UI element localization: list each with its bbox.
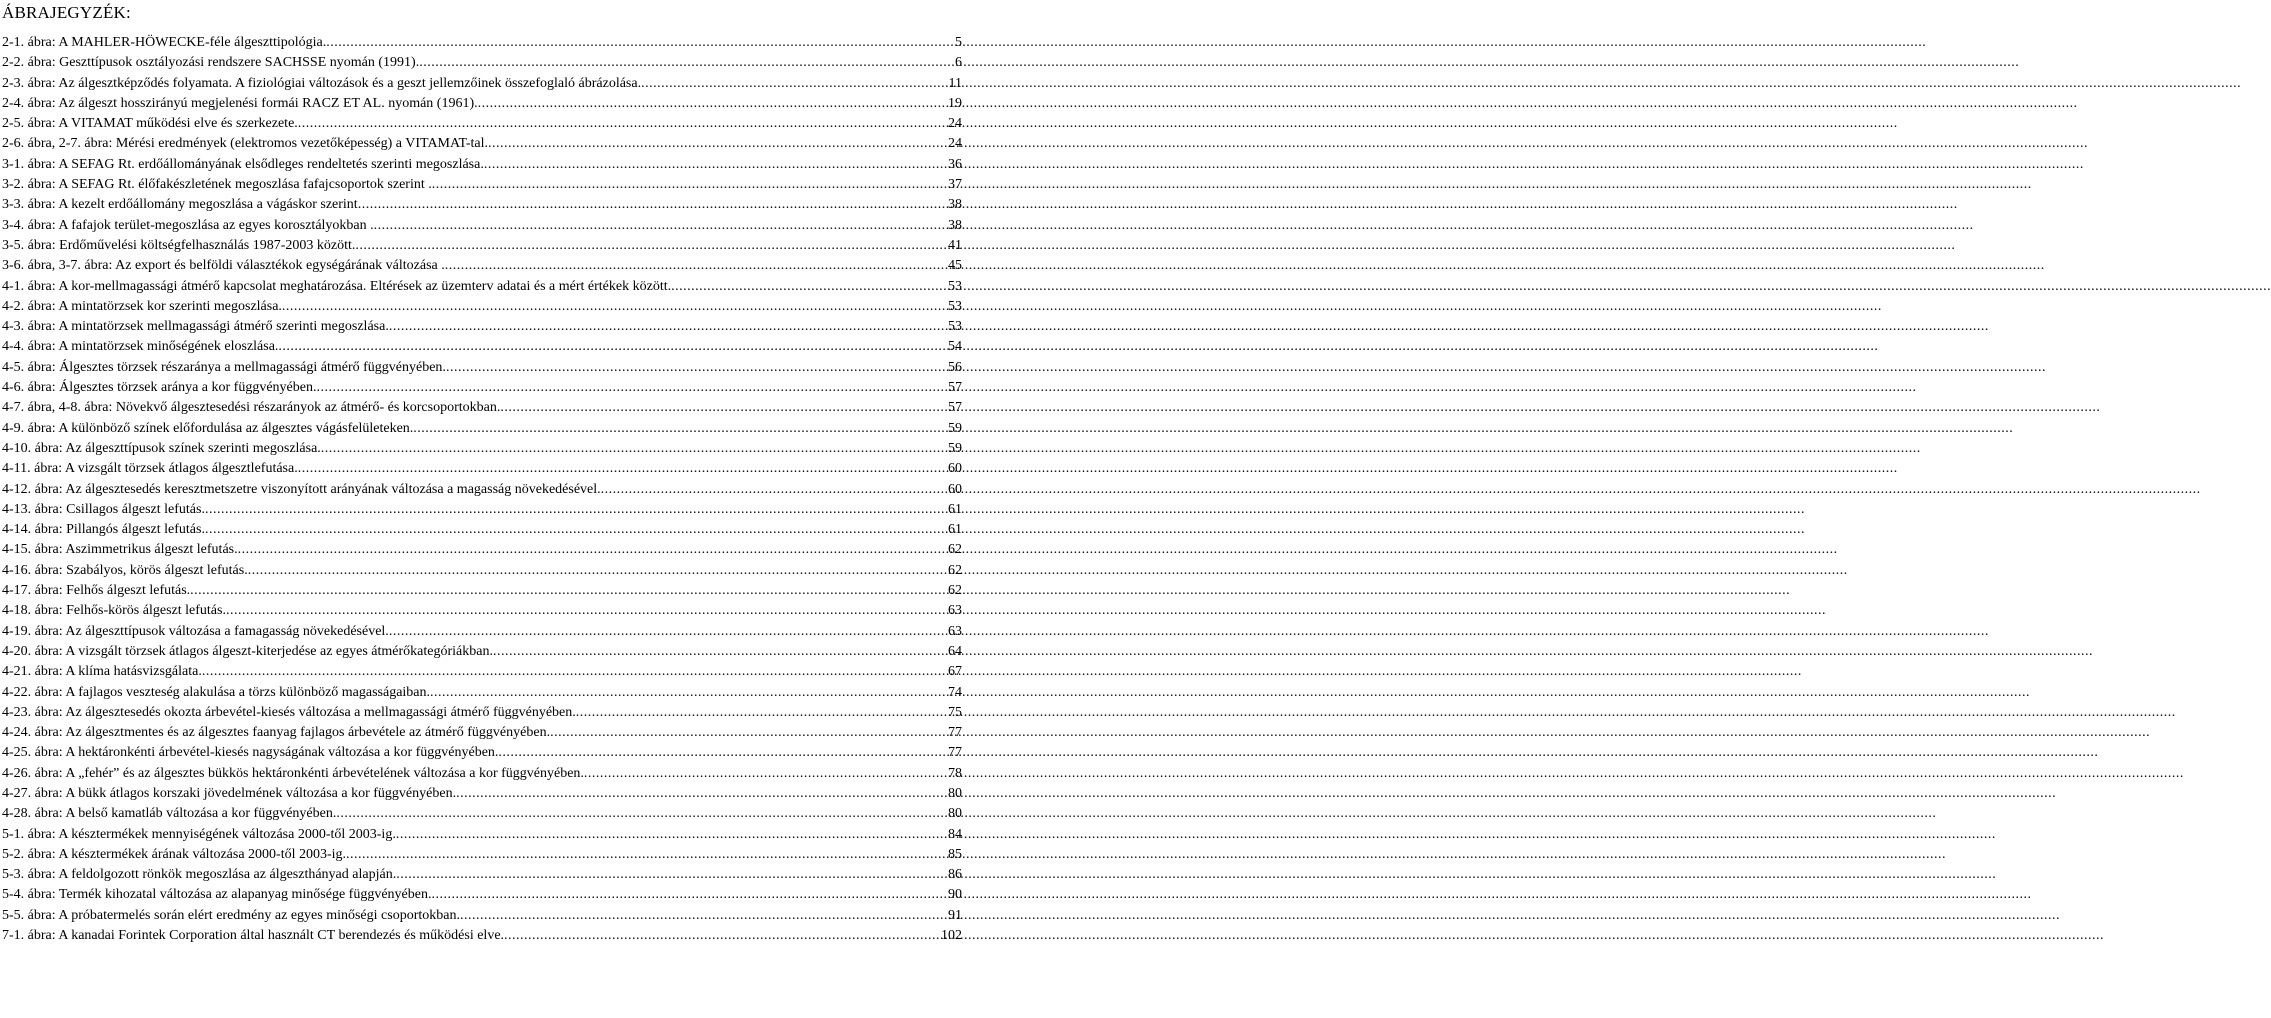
page-number: 45	[948, 258, 962, 274]
dot-leader	[413, 419, 946, 439]
figure-list-entry[interactable]	[2, 134, 962, 154]
figure-list-entry[interactable]	[2, 358, 962, 378]
figure-list-entry[interactable]	[2, 784, 962, 804]
figure-title: 2-4. ábra: Az álgeszt hosszirányú megjelenési formái RACZ ET AL. nyomán (1961).	[2, 95, 478, 111]
dot-leader	[205, 500, 946, 520]
figure-title: 4-13. ábra: Csillagos álgeszt lefutás.	[2, 501, 205, 517]
figure-title: 4-3. ábra: A mintatörzsek mellmagassági átmérő szerinti megoszlása.	[2, 319, 389, 335]
figure-list-entry[interactable]	[2, 642, 962, 662]
page-number: 24	[948, 116, 962, 132]
page-number: 19	[948, 95, 962, 111]
figure-list-entry[interactable]	[2, 459, 962, 479]
page-number: 53	[948, 298, 962, 314]
page-number: 77	[948, 745, 962, 761]
figure-title: 4-2. ábra: A mintatörzsek kor szerinti megoszlása.	[2, 298, 282, 314]
dot-leader	[202, 662, 946, 682]
figure-title: 2-2. ábra: Geszttípusok osztályozási rendszere SACHSSE nyomán (1991).	[2, 55, 420, 71]
figure-list-entry[interactable]	[2, 94, 962, 114]
figure-title: 4-12. ábra: Az álgesztesedés keresztmetszetre viszonyított arányának változása a magasság növekedésével.	[2, 481, 601, 497]
dot-leader	[358, 195, 946, 215]
figure-list-entry[interactable]	[2, 175, 962, 195]
page-number: 56	[948, 359, 962, 375]
figure-list-heading: ÁBRAJEGYZÉK:	[2, 3, 131, 22]
figure-title: 4-25. ábra: A hektáronkénti árbevétel-kiesés nagyságának változása a kor függvényében.	[2, 745, 499, 761]
figure-title: 4-1. ábra: A kor-mellmagassági átmérő kapcsolat meghatározása. Eltérések az üzemterv adatai és a mért értékek között.	[2, 278, 672, 294]
figure-title: 5-4. ábra: Termék kihozatal változása az alapanyag minősége függvényében.	[2, 887, 432, 903]
dot-leader	[493, 642, 946, 662]
page-number: 5	[955, 35, 962, 50]
figure-list	[2, 33, 962, 946]
figure-list-entry[interactable]	[2, 906, 962, 926]
page-number: 80	[948, 806, 962, 822]
figure-title: 4-11. ábra: A vizsgált törzsek átlagos álgesztlefutása.	[2, 461, 298, 477]
page-number: 61	[948, 501, 962, 517]
figure-title: 4-4. ábra: A mintatörzsek minőségének eloszlása.	[2, 339, 279, 355]
figure-list-entry[interactable]	[2, 540, 962, 560]
figure-title: 3-1. ábra: A SEFAG Rt. erdőállományának elsődleges rendeltetés szerinti megoszlása.	[2, 156, 484, 172]
page-number: 57	[948, 400, 962, 416]
dot-leader	[498, 743, 946, 763]
dot-leader	[238, 540, 946, 560]
figure-list-entry[interactable]	[2, 277, 962, 297]
dot-leader	[316, 378, 946, 398]
figure-list-entry[interactable]	[2, 825, 962, 845]
figure-title: 4-16. ábra: Szabályos, körös álgeszt lefutás.	[2, 562, 248, 578]
dot-leader	[389, 317, 946, 337]
page-number: 62	[948, 583, 962, 599]
page-number: 74	[948, 684, 962, 700]
dot-leader	[278, 337, 946, 357]
figure-list-page	[2, 0, 962, 1018]
figure-title: 3-5. ábra: Erdőművelési költségfelhasználás 1987-2003 között.	[2, 237, 356, 253]
figure-list-entry[interactable]	[2, 804, 962, 824]
figure-list-entry[interactable]	[2, 74, 962, 94]
dot-leader	[248, 561, 946, 581]
figure-list-entry[interactable]	[2, 703, 962, 723]
dot-leader	[432, 175, 946, 195]
dot-leader	[601, 480, 946, 500]
figure-list-entry[interactable]	[2, 216, 962, 236]
page-number: 59	[948, 440, 962, 456]
figure-list-entry[interactable]	[2, 520, 962, 540]
page-number: 75	[948, 704, 962, 720]
page-number: 85	[948, 846, 962, 862]
figure-list-entry[interactable]	[2, 723, 962, 743]
figure-title: 4-20. ábra: A vizsgált törzsek átlagos álgeszt-kiterjedése az egyes átmérőkategóriákban.	[2, 643, 493, 659]
figure-list-entry[interactable]	[2, 337, 962, 357]
figure-list-entry[interactable]	[2, 885, 962, 905]
figure-title: 4-17. ábra: Felhős álgeszt lefutás.	[2, 583, 191, 599]
figure-title: 3-2. ábra: A SEFAG Rt. élőfakészletének megoszlása fafajcsoportok szerint .	[2, 177, 432, 193]
dot-leader	[576, 703, 946, 723]
dot-leader	[445, 256, 946, 276]
dot-leader	[456, 784, 946, 804]
dot-leader	[355, 236, 946, 256]
page-number: 64	[948, 643, 962, 659]
figure-list-entry[interactable]	[2, 53, 962, 73]
figure-list-entry[interactable]	[2, 683, 962, 703]
dot-leader	[346, 845, 946, 865]
dot-leader	[389, 622, 946, 642]
dot-leader	[504, 926, 939, 946]
figure-title: 4-21. ábra: A klíma hatásvizsgálata.	[2, 664, 202, 680]
dot-leader	[500, 398, 946, 418]
page-number: 61	[948, 522, 962, 538]
dot-leader	[396, 825, 946, 845]
figure-title: 2-5. ábra: A VITAMAT működési elve és szerkezete.	[2, 116, 298, 132]
dot-leader	[431, 885, 946, 905]
page-number: 54	[948, 339, 962, 355]
page-number: 91	[948, 907, 962, 923]
figure-title: 4-10. ábra: Az álgeszttípusok színek szerinti megoszlása.	[2, 440, 321, 456]
figure-list-entry[interactable]	[2, 236, 962, 256]
figure-list-entry[interactable]	[2, 500, 962, 520]
figure-title: 2-3. ábra: Az álgesztképződés folyamata. A fiziológiai változások és a geszt jellemzőinek összefoglaló ábrázolása.	[2, 75, 642, 91]
figure-list-entry[interactable]	[2, 865, 962, 885]
dot-leader	[282, 297, 946, 317]
dot-leader	[226, 601, 946, 621]
page-number: 90	[948, 887, 962, 903]
dot-leader	[326, 33, 953, 53]
figure-title: 4-24. ábra: Az álgesztmentes és az álgesztes faanyag fajlagos árbevétele az átmérő függvényében.	[2, 725, 551, 741]
page-number: 24	[948, 136, 962, 152]
figure-list-entry[interactable]	[2, 419, 962, 439]
page-number: 77	[948, 725, 962, 741]
page-number: 80	[948, 785, 962, 801]
page-number: 84	[948, 826, 962, 842]
page-number: 53	[948, 319, 962, 335]
figure-list-entry[interactable]	[2, 622, 962, 642]
page-number: 86	[948, 867, 962, 883]
dot-leader	[190, 581, 946, 601]
page-number: 38	[948, 217, 962, 233]
page-number: 38	[948, 197, 962, 213]
figure-title: 5-2. ábra: A késztermékek árának változása 2000-től 2003-ig.	[2, 846, 347, 862]
figure-title: 5-1. ábra: A késztermékek mennyiségének változása 2000-től 2003-ig.	[2, 826, 396, 842]
dot-leader	[641, 74, 946, 94]
dot-leader	[298, 114, 946, 134]
dot-leader	[298, 459, 946, 479]
page-number: 67	[948, 664, 962, 680]
figure-list-entry[interactable]	[2, 398, 962, 418]
page-number: 78	[948, 765, 962, 781]
figure-title: 4-15. ábra: Aszimmetrikus álgeszt lefutás.	[2, 542, 238, 558]
figure-list-entry[interactable]	[2, 926, 962, 946]
page-number: 63	[948, 623, 962, 639]
dot-leader	[488, 134, 946, 154]
figure-list-entry[interactable]	[2, 581, 962, 601]
figure-list-entry[interactable]	[2, 317, 962, 337]
page-number: 11	[948, 75, 962, 91]
figure-list-entry[interactable]	[2, 480, 962, 500]
figure-title: 3-3. ábra: A kezelt erdőállomány megoszlása a vágáskor szerint	[2, 197, 358, 213]
figure-list-entry[interactable]	[2, 764, 962, 784]
page-number: 53	[948, 278, 962, 294]
page-number: 60	[948, 461, 962, 477]
figure-list-entry[interactable]	[2, 561, 962, 581]
dot-leader	[478, 94, 946, 114]
page-number: 36	[948, 156, 962, 172]
figure-title: 5-5. ábra: A próbatermelés során elért eredmény az egyes minőségi csoportokban.	[2, 907, 460, 923]
figure-title: 7-1. ábra: A kanadai Forintek Corporation által használt CT berendezés és működési elve.	[2, 928, 505, 944]
figure-list-entry[interactable]	[2, 845, 962, 865]
figure-title: 4-5. ábra: Álgesztes törzsek részaránya a mellmagassági átmérő függvényében.	[2, 359, 446, 375]
dot-leader	[460, 906, 946, 926]
page-number: 37	[948, 177, 962, 193]
figure-list-entry[interactable]	[2, 439, 962, 459]
figure-title: 3-6. ábra, 3-7. ábra: Az export és belföldi választékok egységárának változása .	[2, 258, 445, 274]
figure-title: 4-6. ábra: Álgesztes törzsek aránya a kor függvényében.	[2, 380, 317, 396]
figure-title: 4-27. ábra: A bükk átlagos korszaki jövedelmének változása a kor függvényében.	[2, 785, 457, 801]
dot-leader	[550, 723, 946, 743]
figure-list-entry[interactable]	[2, 114, 962, 134]
figure-title: 4-26. ábra: A „fehér” és az álgesztes bükkös hektáronkénti árbevételének változása a kor függvényében.	[2, 765, 584, 781]
page-number: 60	[948, 481, 962, 497]
figure-title: 4-7. ábra, 4-8. ábra: Növekvő álgesztesedési részarányok az átmérő- és korcsoportokban.	[2, 400, 501, 416]
figure-list-entry[interactable]	[2, 33, 962, 53]
dot-leader	[396, 865, 946, 885]
dot-leader	[584, 764, 946, 784]
figure-title: 2-1. ábra: A MAHLER-HÖWECKE-féle álgeszttipológia.	[2, 35, 327, 50]
page-number: 63	[948, 603, 962, 619]
figure-list-entry[interactable]	[2, 743, 962, 763]
page-number: 62	[948, 562, 962, 578]
figure-title: 2-6. ábra, 2-7. ábra: Mérési eredmények (elektromos vezetőképesség) a VITAMAT-tal.	[2, 136, 488, 152]
figure-title: 4-23. ábra: Az álgesztesedés okozta árbevétel-kiesés változása a mellmagassági átmérő függvényében.	[2, 704, 576, 720]
dot-leader	[321, 439, 946, 459]
dot-leader	[446, 358, 946, 378]
figure-list-entry[interactable]	[2, 155, 962, 175]
figure-list-entry[interactable]	[2, 195, 962, 215]
figure-title: 3-4. ábra: A fafajok terület-megoszlása az egyes korosztályokban .	[2, 217, 374, 233]
page-number: 62	[948, 542, 962, 558]
dot-leader	[671, 277, 946, 297]
figure-title: 4-28. ábra: A belső kamatláb változása a kor függvényében.	[2, 806, 337, 822]
figure-title: 4-14. ábra: Pillangós álgeszt lefutás.	[2, 522, 205, 538]
figure-list-entry[interactable]	[2, 378, 962, 398]
dot-leader	[419, 53, 953, 73]
page-number: 59	[948, 420, 962, 436]
page-number: 6	[955, 55, 962, 71]
figure-list-entry[interactable]	[2, 601, 962, 621]
figure-title: 4-19. ábra: Az álgeszttípusok változása a famagasság növekedésével.	[2, 623, 389, 639]
figure-title: 4-18. ábra: Felhős-körös álgeszt lefutás.	[2, 603, 226, 619]
figure-title: 4-22. ábra: A fajlagos veszteség alakulása a törzs különböző magasságaiban.	[2, 684, 431, 700]
dot-leader	[205, 520, 946, 540]
figure-list-entry[interactable]	[2, 297, 962, 317]
page-number: 41	[948, 237, 962, 253]
dot-leader	[484, 155, 946, 175]
page-number: 57	[948, 380, 962, 396]
dot-leader	[336, 804, 946, 824]
dot-leader	[374, 216, 946, 236]
figure-title: 4-9. ábra: A különböző színek előfordulása az álgesztes vágásfelületeken.	[2, 420, 414, 436]
figure-list-entry[interactable]	[2, 256, 962, 276]
page-number: 102	[941, 928, 962, 944]
dot-leader	[430, 683, 946, 703]
figure-title: 5-3. ábra: A feldolgozott rönkök megoszlása az álgeszthányad alapján.	[2, 867, 397, 883]
figure-list-entry[interactable]	[2, 662, 962, 682]
